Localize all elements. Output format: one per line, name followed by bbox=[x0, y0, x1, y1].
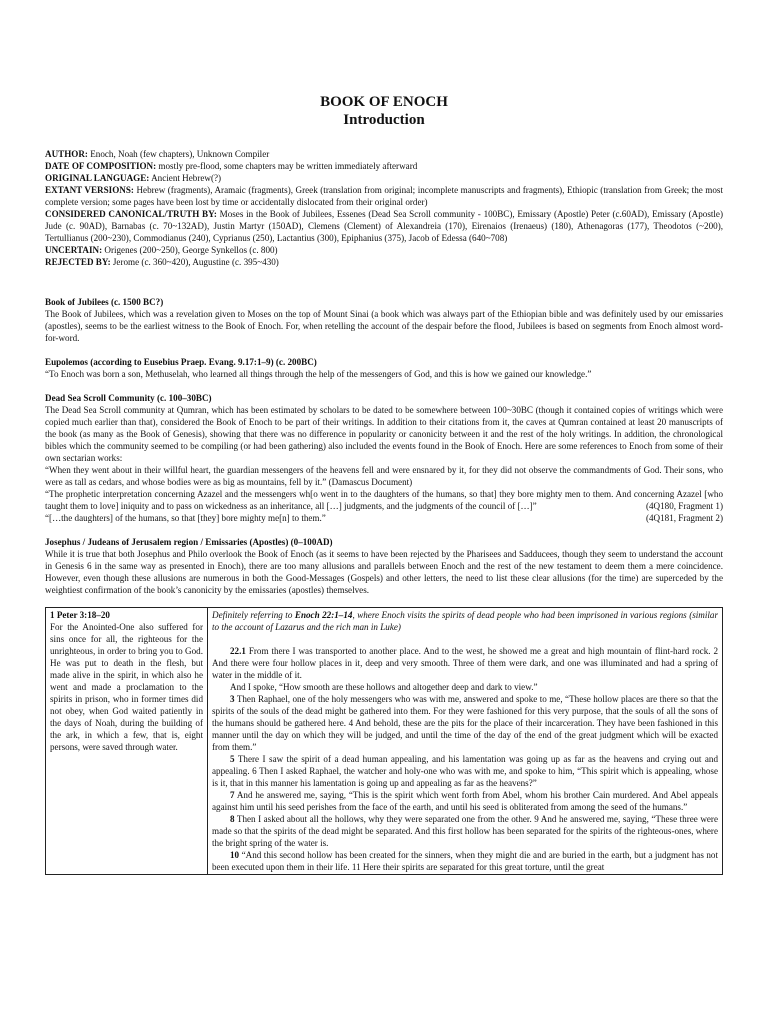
enoch-intro: Definitely referring to Enoch 22:1–14, where Enoch visits the spirits of dead people who had been imprisoned in various regions (similar to the account of Lazarus and the rich man in Luke) bbox=[212, 610, 719, 632]
document-page bbox=[45, 93, 723, 875]
scripture-reference: 1 Peter 3:18–20 bbox=[50, 610, 110, 620]
quote-source: (4Q180, Fragment 1) bbox=[645, 501, 723, 511]
table-row bbox=[46, 608, 723, 875]
quote-4q181: “[…the daughters] of the humans, so that [they] bore mighty me[n] to them.” (4Q181, Fragment 2) bbox=[45, 513, 723, 523]
scripture-text: For the Anointed-One also suffered for sins once for all, the righteous for the unrighteous, in order to bring you to God. He was put to death in the flesh, but made alive in the spirit, in which also he went and made a proclamation to the spirits in prison, who in former times did not obey, when God waited patiently in the days of Noah, during the building of the ark, in which a few, that is, eight persons, were saved through water. bbox=[50, 622, 203, 752]
verse: 8 Then I asked about all the hollows, why they were separated one from the other. 9 And he answered me, saying, “These three were made so that the spirits of the dead might be separated. And this first hollow has been separated for the spirits of the righteous-ones, where the bright spring of the water is. bbox=[212, 814, 718, 848]
meta-versions: EXTANT VERSIONS: Hebrew (fragments), Aramaic (fragments), Greek (translation from original; incomplete manuscripts and fragments), Ethiopic (translation from Greek; the most complete version; some pages have been lost by time or accidentally dislocated from their original order) bbox=[45, 185, 723, 207]
section-josephus bbox=[45, 536, 723, 596]
section-heading: Josephus / Judeans of Jerusalem region / Emissaries (Apostles) (0–100AD) bbox=[45, 537, 333, 547]
comparison-table bbox=[45, 607, 723, 875]
verse: And I spoke, “How smooth are these hollows and altogether deep and dark to view.” bbox=[230, 682, 538, 692]
section-body: The Book of Jubilees, which was a revelation given to Moses on the top of Mount Sinai (a book which was always part of the Ethiopian bible and was definitely used by our emissaries (apostles), seems to be the earliest witness to the Book of Enoch. For, when retelling the account of the despair before the flood, Jubilees is based on segments from Enoch almost word-for-word. bbox=[45, 309, 723, 343]
meta-uncertain: UNCERTAIN: Origenes (200~250), George Synkellos (c. 800) bbox=[45, 245, 278, 255]
section-heading: Dead Sea Scroll Community (c. 100–30BC) bbox=[45, 393, 212, 403]
table-cell-peter bbox=[46, 608, 208, 875]
quote-damascus: “When they went about in their willful heart, the guardian messengers of the heavens fell and were ensnared by it, for they did not observe the commandments of God. Their sons, who were as tall as cedars, and whose bodies were as big as mountains, fell by it.” (Damascus Document) bbox=[45, 465, 723, 487]
verse: 22.1 From there I was transported to another place. And to the west, he showed me a great and high mountain of flint-hard rock. 2 And there were four hollow places in it, deep and very smooth. Three of them were dark, and one was illuminated and had a spring of water in the middle of it. bbox=[212, 646, 718, 680]
section-jubilees bbox=[45, 296, 723, 344]
verse: 10 “And this second hollow has been created for the sinners, when they might die and are buried in the earth, but a judgment has not been executed upon them in their life. 11 Here their spirits are separated for this great torture, until the great bbox=[212, 850, 718, 872]
table-cell-enoch bbox=[208, 608, 723, 875]
section-dead-sea bbox=[45, 392, 723, 524]
section-eupolemos bbox=[45, 356, 723, 380]
section-heading: Book of Jubilees (c. 1500 BC?) bbox=[45, 297, 164, 307]
verse: 3 Then Raphael, one of the holy messengers who was with me, answered and spoke to me, “These hollow places are there so that the spirits of the souls of the dead might be gathered into them. For they were fashioned for this very purpose, that the souls of all the sons of the humans should be gathered here. 4 And behold, these are the pits for the place of their incarceration. They have been fashioned in this manner until the day on which they will be judged, and until the time of the day of the end of the great judgment which will be exacted from them.” bbox=[212, 694, 718, 752]
meta-language: ORIGINAL LANGUAGE: Ancient Hebrew(?) bbox=[45, 173, 222, 183]
section-body: While it is true that both Josephus and Philo overlook the Book of Enoch (as it seems to have been rejected by the Pharisees and Sadducees, though they seem to understand the account in Genesis 6 in the same way as presented in Enoch), there are too many allusions and parallels between Enoch and the rest of the new testament to deem them a mere coincidence. However, even though these allusions are numerous in both the Good-Messages (Gospels) and other letters, the need to list these clear allusions (for the time) are superceded by the weightiest confirmation of the book’s canonicity by the emissaries (apostles) themselves. bbox=[45, 549, 723, 595]
meta-canonical: CONSIDERED CANONICAL/TRUTH BY: Moses in the Book of Jubilees, Essenes (Dead Sea Scroll community - 100BC), Emissary (Apostle) Peter (c.60AD), Emissary (Apostle) Jude (c. 90AD), Barnabas (c. 70~132AD), Justin Martyr (150AD), Clemens (Clement) of Alexandreia (170), Eirenaios (Irenaeus) (180), Athenagoras (177), Theodotos (~200), Tertullianus (200~230), Commodianus (240), Cyprianus (250), Lactantius (300), Epiphanius (375), Jacob of Edessa (640~708) bbox=[45, 209, 723, 243]
quote-4q180: “The prophetic interpretation concerning Azazel and the messengers wh[o went in to the daughters of the humans, so that] they bore mighty men to them. And concerning Azazel [who taught them to love] iniquity and to pass on wickedness as an inheritance, all […] judgments, and the judgments of the council of […]” (4Q180, Fragment 1) bbox=[45, 489, 723, 511]
meta-date: DATE OF COMPOSITION: mostly pre-flood, some chapters may be written immediately afterward bbox=[45, 161, 418, 171]
quote-source: (4Q181, Fragment 2) bbox=[645, 513, 723, 523]
meta-author: AUTHOR: Enoch, Noah (few chapters), Unknown Compiler bbox=[45, 149, 270, 159]
document-subtitle: Introduction bbox=[343, 112, 425, 128]
verse: 7 And he answered me, saying, “This is the spirit which went forth from Abel, whom his brother Cain murdered. And Abel appeals against him until his seed perishes from the face of the earth, and until his seed is obliterated from among the seed of the humans.” bbox=[212, 790, 718, 812]
meta-rejected: REJECTED BY: Jerome (c. 360~420), Augustine (c. 395~430) bbox=[45, 257, 279, 267]
section-body: “To Enoch was born a son, Methuselah, who learned all things through the help of the messengers of God, and this is how we gained our knowledge.” bbox=[45, 369, 592, 379]
metadata-block bbox=[45, 148, 723, 268]
section-heading: Eupolemos (according to Eusebius Praep. Evang. 9.17:1–9) (c. 200BC) bbox=[45, 357, 317, 367]
document-title: BOOK OF ENOCH bbox=[320, 94, 448, 110]
verse: 5 There I saw the spirit of a dead human appealing, and his lamentation was going up as far as the heavens and crying out and appealing. 6 Then I asked Raphael, the watcher and holy-one who was with me, and spoke to him, “This spirit which is appealing, whose is it, that in this manner his lamentation is going up and appealing as far as the heavens?” bbox=[212, 754, 718, 788]
section-body: The Dead Sea Scroll community at Qumran, which has been estimated by scholars to be dated to be somewhere between 100~30BC (though it contained copies of writings which were copied much earlier than that), considered the Book of Enoch to be part of their writings. In addition to their citations from it, the caves at Qumran contained at least 20 manuscripts of the book (as many as the Book of Genesis), showing that there was no difference in popularity or canonicity between it and the rest of the holy writings. In addition, the chronological bibles which the community seemed to be compiling (or had been gathering) also included the events found in the Book of Enoch. Here are some references to Enoch from some of their own sectarian works: bbox=[45, 405, 723, 463]
